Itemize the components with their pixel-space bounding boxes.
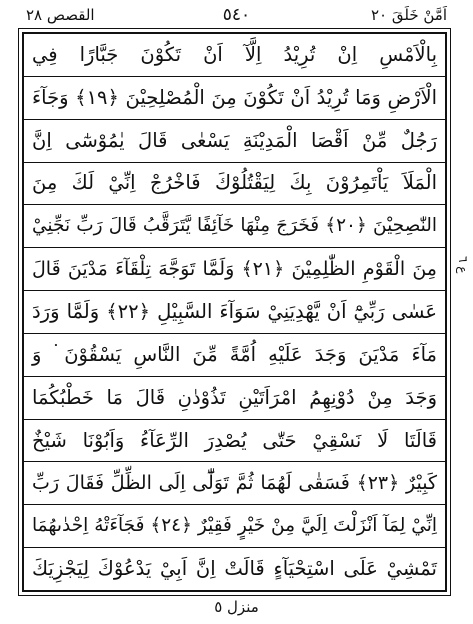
line-text: الْاَرْضِ وَمَا تُرِيْدُ اَنْ تَكُوْنَ مِنَ الْمُصْلِحِيْنَ ﴿١٩﴾ وَجَآءَ bbox=[32, 85, 437, 109]
text-line bbox=[24, 77, 445, 120]
text-line bbox=[24, 377, 445, 420]
manzil-label: منزل ٥ bbox=[214, 598, 259, 616]
text-line bbox=[24, 334, 445, 377]
line-text: بِالْاَمْسِ اِنْ تُرِيْدُ اِلَّآ اَنْ تَكُوْنَ جَبَّارًا فِي bbox=[32, 42, 437, 66]
text-line bbox=[24, 34, 445, 77]
text-line bbox=[24, 291, 445, 334]
page-number: ٥٤٠ bbox=[222, 5, 251, 25]
line-text: مَآءَ مَدْيَنَ وَجَدَ عَلَيْهِ اُمَّةً مِّنَ النَّاسِ يَسْقُوْنَ ۬ وَ bbox=[32, 342, 437, 366]
text-lines bbox=[24, 34, 445, 590]
text-line bbox=[24, 505, 445, 548]
surah-label: القصص ٢٨ bbox=[26, 6, 95, 24]
line-text: النّٰصِحِيْنَ ﴿٢٠﴾ فَخَرَجَ مِنْهَا خَآئِفًا يَّتَرَقَّبُ قَالَ رَبِّ نَجِّنِيْ bbox=[32, 215, 437, 237]
line-text: وَجَدَ مِنْ دُوْنِهِمُ امْرَاَتَيْنِ تَذُوْدٰنِ قَالَ مَا خَطْبُكُمَا bbox=[32, 385, 437, 409]
line-text: اِنِّيْ لِمَآ اَنْزَلْتَ اِلَيَّ مِنْ خَيْرٍ فَقِيْرٌ ﴿٢٤﴾ فَجَآءَتْهُ اِحْدٰىهُمَا bbox=[32, 515, 437, 537]
line-text: الْمَلَاَ يَاْتَمِرُوْنَ بِكَ لِيَقْتُلُوْكَ فَاخْرُجْ اِنِّيْ لَكَ مِنَ bbox=[32, 171, 437, 195]
line-text: تَمْشِيْ عَلَى اسْتِحْيَآءٍ قَالَتْ اِنَّ اَبِيْ يَدْعُوْكَ لِيَجْزِيَكَ bbox=[32, 557, 437, 581]
page-footer bbox=[0, 596, 473, 620]
text-line bbox=[24, 163, 445, 206]
line-text: كَبِيْرٌ ﴿٢٣﴾ فَسَقٰى لَهُمَا ثُمَّ تَوَلّٰٓى اِلَى الظِّلِّ فَقَالَ رَبِّ bbox=[32, 472, 437, 495]
line-text: مِنَ الْقَوْمِ الظّٰلِمِيْنَ ﴿٢١﴾ وَلَمَّا تَوَجَّهَ تِلْقَآءَ مَدْيَنَ قَالَ bbox=[32, 258, 437, 281]
line-text: قَالَتَا لَا نَسْقِيْ حَتّٰى يُصْدِرَ الرِّعَآءُ وَاَبُوْنَا شَيْخٌ bbox=[32, 428, 437, 452]
text-line bbox=[24, 120, 445, 163]
page-header bbox=[22, 2, 451, 30]
text-line bbox=[24, 548, 445, 590]
text-line bbox=[24, 462, 445, 505]
text-line bbox=[24, 420, 445, 463]
line-text: رَجُلٌ مِّنْ اَقْصَا الْمَدِيْنَةِ يَسْعٰى قَالَ يٰمُوْسٰٓى اِنَّ bbox=[32, 128, 437, 152]
text-line bbox=[24, 248, 445, 291]
line-text: عَسٰى رَبِّيْٓ اَنْ يَّهْدِيَنِيْ سَوَآءَ السَّبِيْلِ ﴿٢٢﴾ وَلَمَّا وَرَدَ bbox=[32, 299, 437, 323]
text-frame bbox=[22, 32, 447, 592]
juz-label: اَمَّنْ خَلَقَ ٢٠ bbox=[370, 6, 447, 24]
ruku-margin-note: ع ٦ bbox=[456, 256, 470, 274]
text-line bbox=[24, 205, 445, 248]
